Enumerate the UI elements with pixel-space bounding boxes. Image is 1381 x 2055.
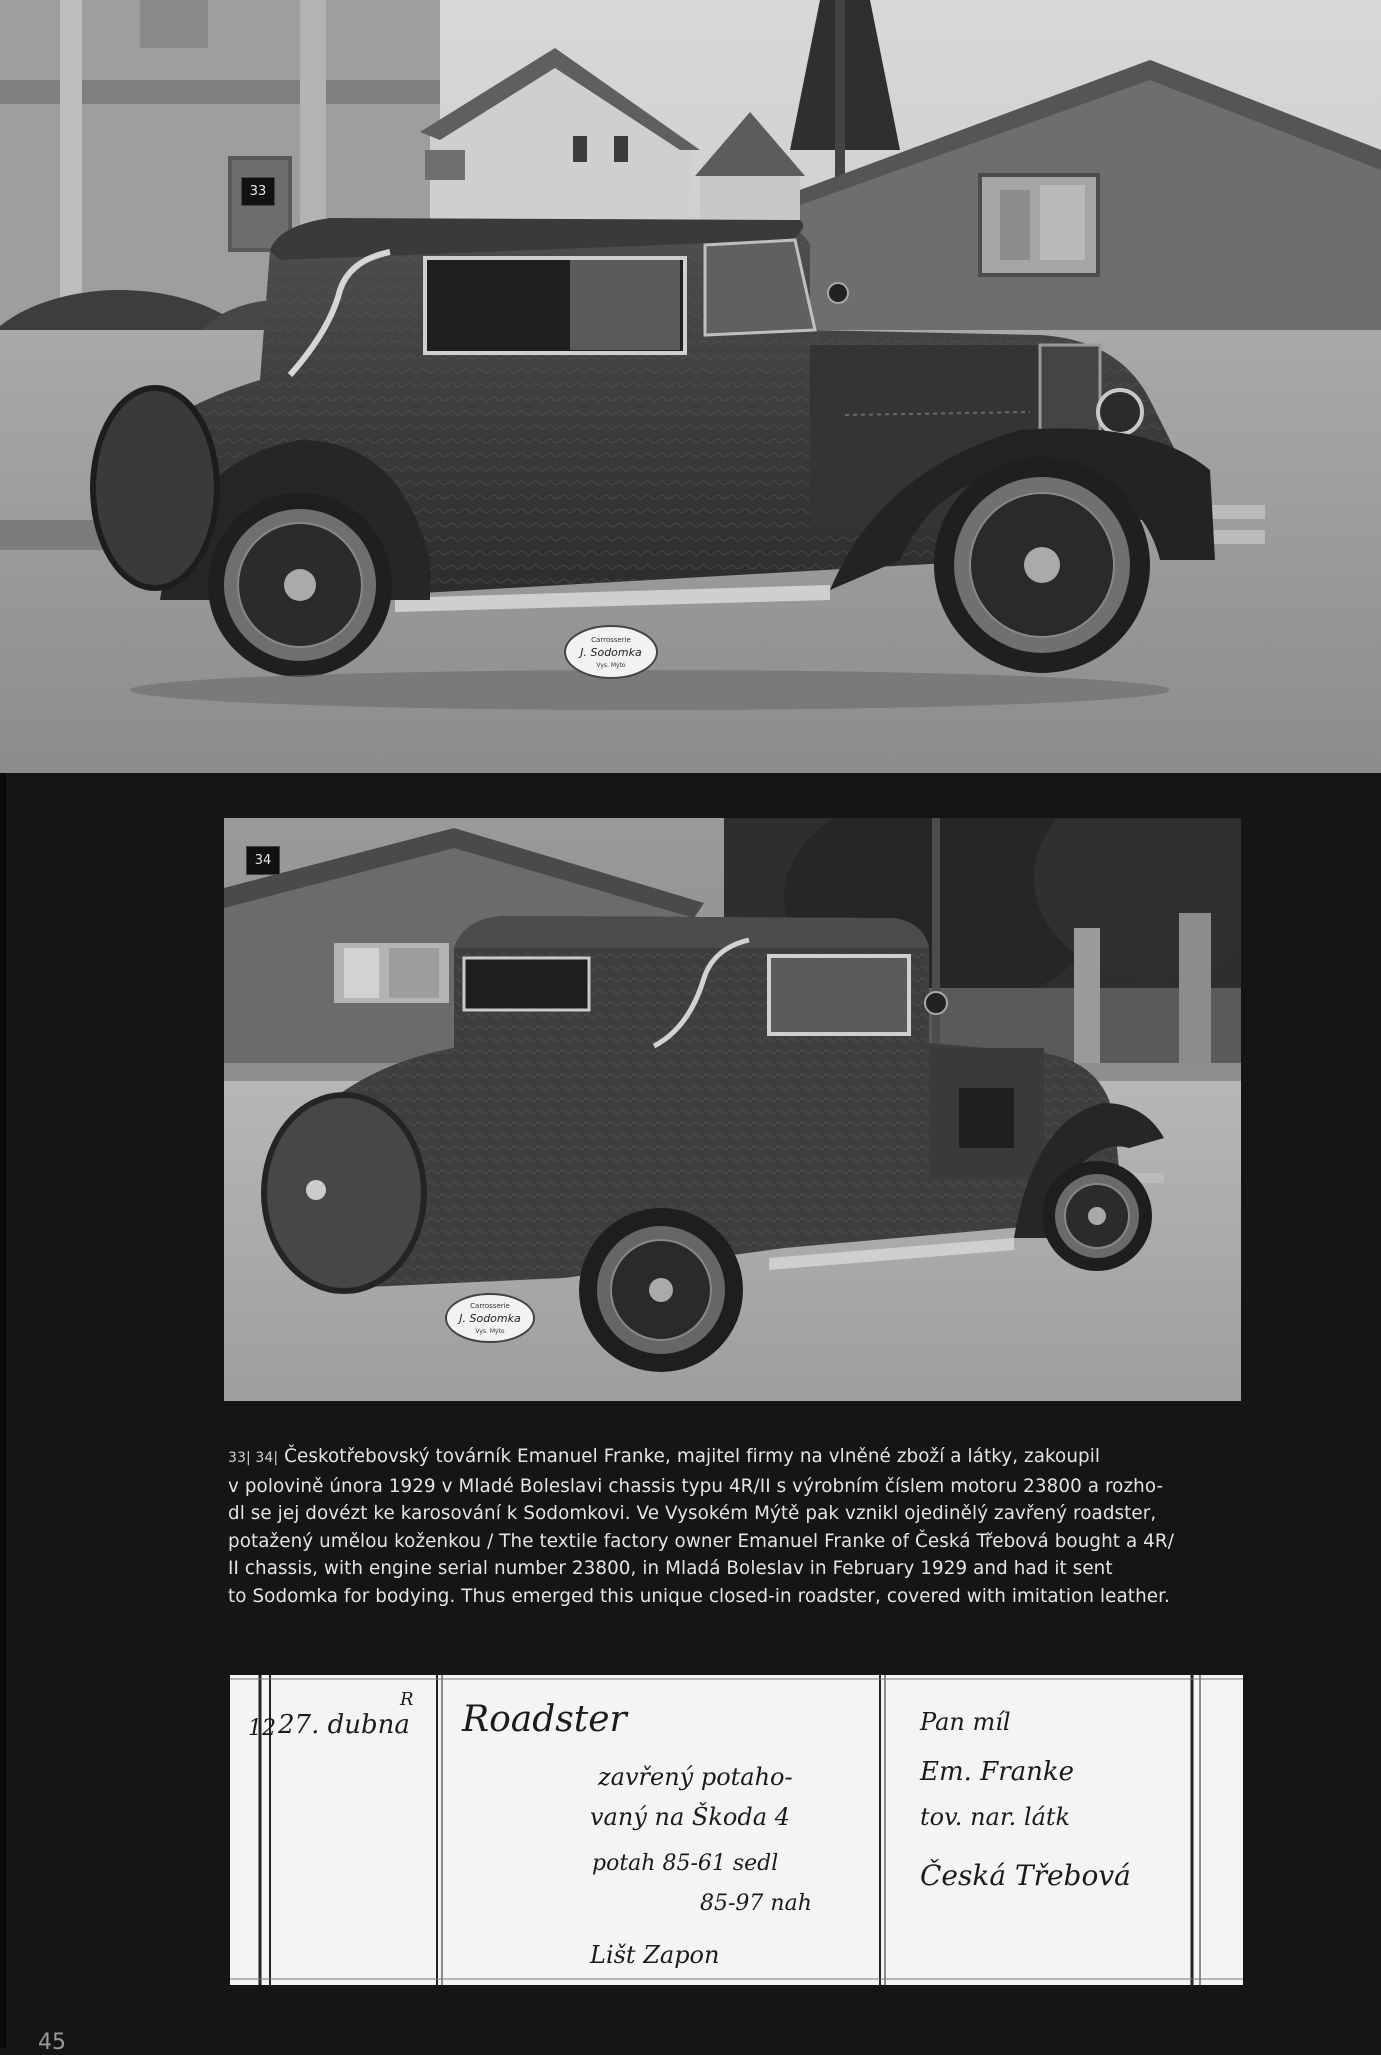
- caption-line-1: 33| 34| Českotřebovský továrník Emanuel Franke, majitel firmy na vlněné zboží a látky, zakoupil: [228, 1446, 1101, 1467]
- photo-caption: [228, 1443, 1248, 1611]
- svg-text:Vys. Mýto: Vys. Mýto: [475, 1328, 505, 1335]
- car-rear-photo: [224, 818, 1241, 1401]
- caption-photo-numbers: 33| 34|: [228, 1450, 279, 1466]
- ledger-item-line-2: vaný na Škoda 4: [590, 1803, 790, 1831]
- caption-line-3: dl se jej dovézt ke karosování k Sodomkovi. Ve Vysokém Mýtě pak vznikl ojedinělý zavřený roadster,: [228, 1503, 1157, 1525]
- photo-34-rear-view: [224, 818, 1241, 1401]
- ledger-owner-line-2: Em. Franke: [920, 1757, 1075, 1787]
- ledger-item-line-3: potah 85-61 sedl: [592, 1851, 779, 1876]
- ledger-owner-line-4: Česká Třebová: [920, 1859, 1131, 1892]
- caption-line-2: v polovině února 1929 v Mladé Boleslavi chassis typu 4R/II s výrobním číslem motoru 23800 a rozho-: [228, 1475, 1164, 1497]
- ledger-owner-line-1: Pan míl: [920, 1708, 1011, 1736]
- photo-number-badge-34: 34: [246, 846, 280, 875]
- ledger-mark: R: [400, 1689, 414, 1710]
- ledger-owner-line-3: tov. nar. látk: [920, 1803, 1071, 1831]
- caption-line-4: potažený umělou koženkou / The textile factory owner Emanuel Franke of Česká Třebová bought a 4R/: [228, 1530, 1174, 1552]
- svg-text:J. Sodomka: J. Sodomka: [459, 1312, 521, 1325]
- svg-text:Carrosserie: Carrosserie: [470, 1302, 510, 1310]
- car-side-photo: [0, 0, 1381, 773]
- photo-33-side-view: [0, 0, 1381, 773]
- handwritten-ledger-entry: [230, 1675, 1243, 1985]
- page-gutter: [0, 773, 6, 2048]
- ledger-item-line-1: zavřený potaho-: [598, 1763, 793, 1791]
- page-number: 45: [38, 2030, 66, 2055]
- ledger-item-line-5: Lišt Zapon: [590, 1941, 720, 1969]
- coachbuilder-plate-34: [446, 1294, 534, 1342]
- ledger-scan: [230, 1675, 1243, 1985]
- svg-text:J. Sodomka: J. Sodomka: [580, 646, 642, 659]
- svg-text:Vys. Mýto: Vys. Mýto: [596, 662, 626, 669]
- caption-line-6: to Sodomka for bodying. Thus emerged this unique closed-in roadster, covered with imitation leather.: [228, 1585, 1170, 1607]
- photo-number-badge-33: 33: [241, 177, 275, 206]
- ledger-date: 27. dubna: [278, 1710, 410, 1740]
- ledger-row-number: 12: [248, 1716, 276, 1741]
- coachbuilder-plate-33: [565, 626, 657, 678]
- ledger-item-line-4: 85-97 nah: [700, 1891, 812, 1916]
- caption-line-5: II chassis, with engine serial number 23800, in Mladá Boleslav in February 1929 and had it sent: [228, 1558, 1113, 1580]
- svg-text:Carrosserie: Carrosserie: [591, 636, 631, 644]
- ledger-item-title: Roadster: [462, 1699, 627, 1740]
